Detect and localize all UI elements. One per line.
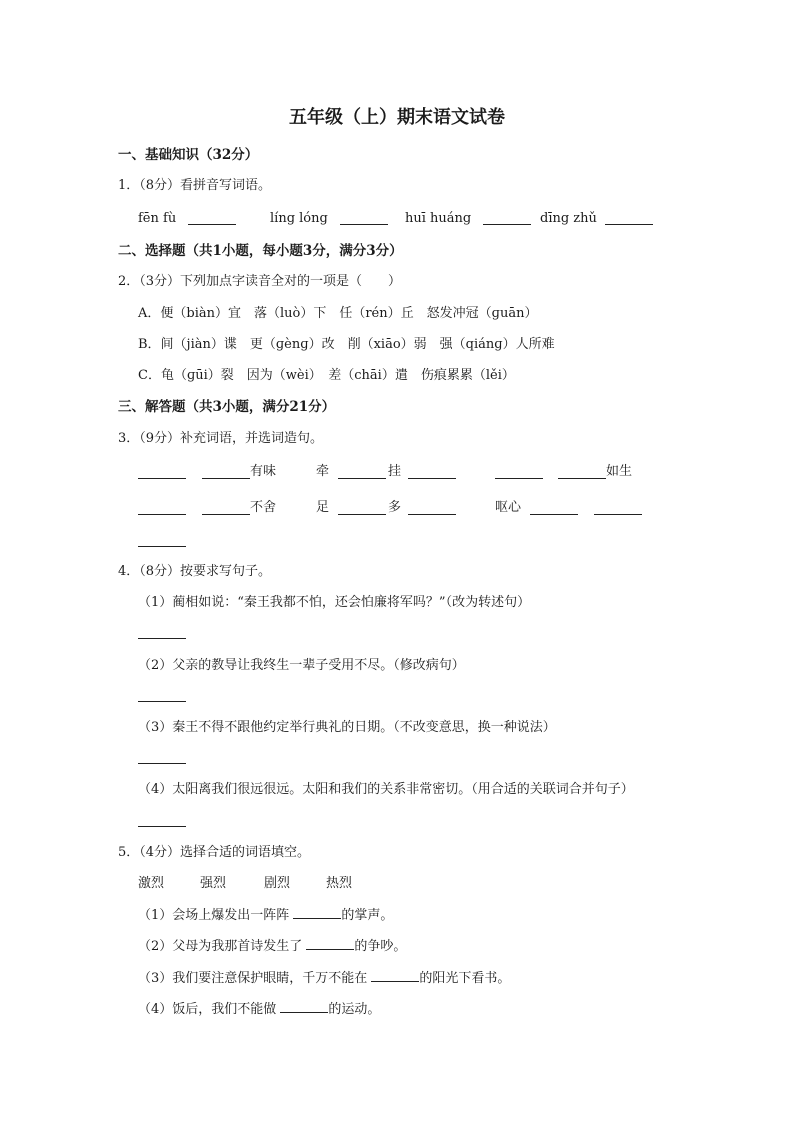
q5-item-4 (138, 1000, 380, 1019)
answer-blank[interactable] (138, 701, 186, 702)
answer-blank[interactable] (293, 906, 341, 919)
answer-blank[interactable] (138, 638, 186, 639)
word-youwei: 有味 (250, 464, 277, 479)
word-ouxin: 呕心 (495, 500, 522, 515)
q5-item-2-post: 的争吵。 (354, 939, 407, 954)
answer-blank[interactable] (530, 514, 578, 515)
answer-blank[interactable] (340, 224, 388, 225)
answer-blank[interactable] (138, 763, 186, 764)
question-3-stem: 3．（9分）补充词语，并选词造句。 (118, 431, 324, 446)
pinyin-2: líng lóng (270, 211, 328, 226)
word-zu: 足 (316, 500, 330, 515)
question-1-stem: 1．（8分）看拼音写词语。 (118, 178, 272, 193)
q5-item-3 (138, 969, 510, 988)
question-4-stem: 4．（8分）按要求写句子。 (118, 564, 272, 579)
answer-blank[interactable] (338, 478, 386, 479)
q5-item-2-pre: （2）父母为我那首诗发生了 (138, 939, 307, 954)
q5-item-3-post: 的阳光下看书。 (419, 971, 511, 986)
option-c[interactable]: C．龟（ɡūi）裂 因为（wèi） 差（chāi）遣 伤痕累累（lěi） (138, 368, 515, 383)
answer-blank[interactable] (202, 478, 250, 479)
word-gua: 挂 (388, 464, 402, 479)
q5-item-4-post: 的运动。 (328, 1002, 381, 1017)
pinyin-1: fēn fù (138, 211, 177, 226)
answer-blank[interactable] (338, 514, 386, 515)
answer-blank[interactable] (371, 969, 419, 982)
answer-blank[interactable] (306, 937, 354, 950)
word-choice-3: 剧烈 (264, 876, 291, 891)
answer-blank[interactable] (138, 826, 186, 827)
answer-blank[interactable] (594, 514, 642, 515)
option-b[interactable]: B．间（jiàn）谍 更（ɡènɡ）改 削（xiāo）弱 强（qiánɡ）人所难 (138, 337, 555, 352)
q5-item-3-pre: （3）我们要注意保护眼睛，千万不能在 (138, 971, 372, 986)
question-5-stem: 5．（4分）选择合适的词语填空。 (118, 845, 311, 860)
q5-item-2 (138, 937, 406, 956)
q4-item-4: （4）太阳离我们很远很远。太阳和我们的关系非常密切。（用合适的关联词合并句子） (138, 782, 634, 797)
q4-item-1: （1）蔺相如说：“秦王我都不怕，还会怕廉将军吗？”（改为转述句） (138, 595, 531, 610)
word-qian: 牵 (316, 464, 330, 479)
q5-item-1 (138, 906, 393, 925)
pinyin-4: dīng zhǔ (540, 211, 597, 226)
answer-blank[interactable] (138, 514, 186, 515)
pinyin-3: huī huáng (405, 211, 472, 226)
answer-blank[interactable] (202, 514, 250, 515)
section-heading-answer: 三、解答题（共3小题，满分21分） (118, 399, 336, 415)
answer-blank[interactable] (188, 224, 236, 225)
answer-blank[interactable] (408, 514, 456, 515)
q5-item-1-pre: （1）会场上爆发出一阵阵 (138, 908, 294, 923)
answer-blank[interactable] (558, 478, 606, 479)
option-a[interactable]: A．便（biàn）宜 落（luò）下 任（rén）丘 怒发冲冠（ɡuān） (138, 306, 538, 321)
question-2-stem: 2．（3分）下列加点字读音全对的一项是（ ） (118, 274, 402, 289)
word-rusheng: 如生 (606, 464, 633, 479)
word-choice-2: 强烈 (200, 876, 227, 891)
answer-blank[interactable] (138, 478, 186, 479)
section-heading-basic: 一、基础知识（32分） (118, 147, 259, 163)
q4-item-2: （2）父亲的教导让我终生一辈子受用不尽。（修改病句） (138, 658, 465, 673)
word-choice-1: 激烈 (138, 876, 165, 891)
answer-blank[interactable] (605, 224, 653, 225)
page-title: 五年级（上）期末语文试卷 (289, 107, 505, 128)
q4-item-3: （3）秦王不得不跟他约定举行典礼的日期。（不改变意思，换一种说法） (138, 720, 556, 735)
section-heading-choice: 二、选择题（共1小题，每小题3分，满分3分） (118, 243, 403, 259)
q5-item-1-post: 的掌声。 (341, 908, 394, 923)
answer-blank[interactable] (408, 478, 456, 479)
word-bushe: 不舍 (250, 500, 277, 515)
q5-item-4-pre: （4）饭后，我们不能做 (138, 1002, 281, 1017)
answer-blank[interactable] (138, 546, 186, 547)
answer-blank[interactable] (483, 224, 531, 225)
answer-blank[interactable] (280, 1000, 328, 1013)
word-choice-4: 热烈 (326, 876, 353, 891)
answer-blank[interactable] (495, 478, 543, 479)
word-duo: 多 (388, 500, 402, 515)
